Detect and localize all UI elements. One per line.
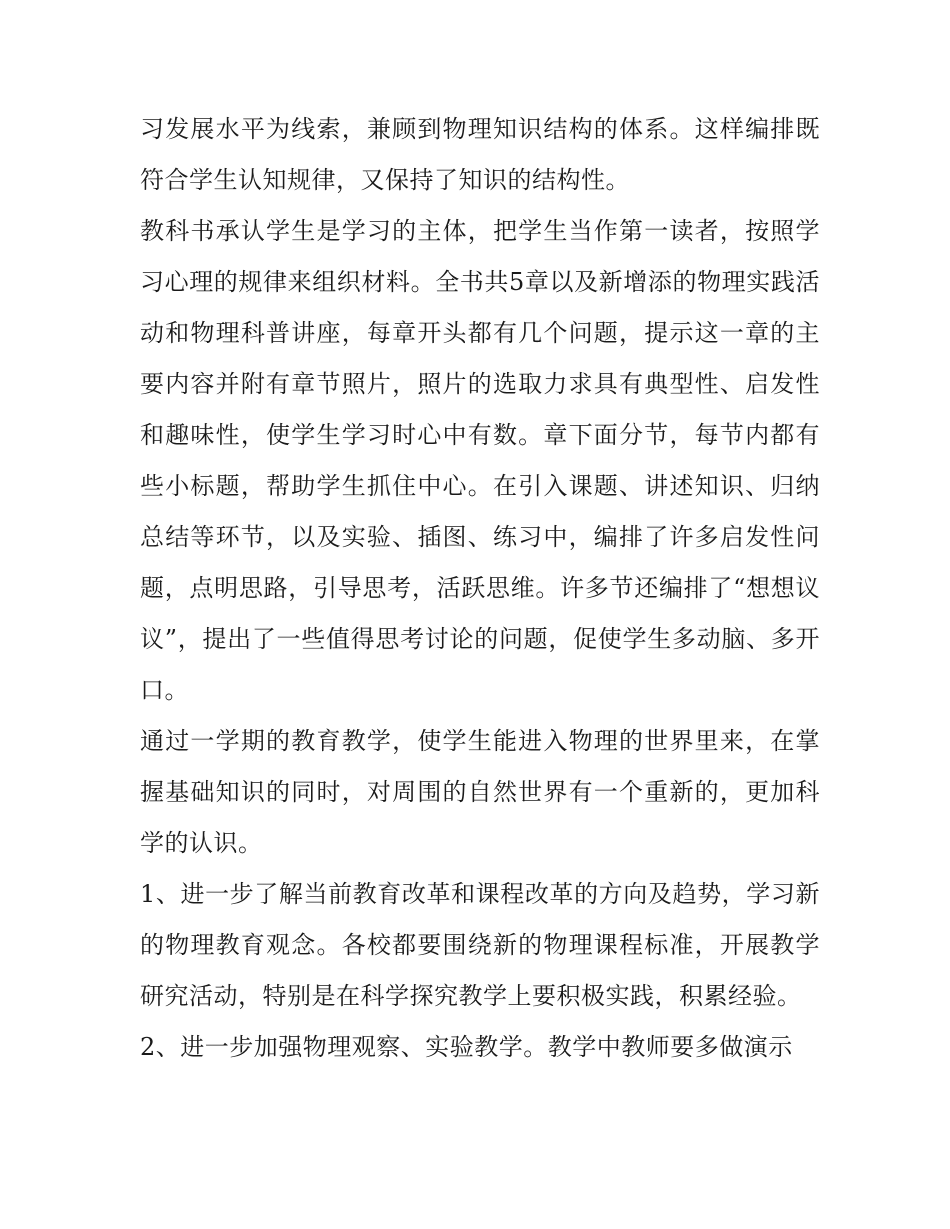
list-item-2: 2、进一步加强物理观察、实验教学。教学中教师要多做演示 <box>140 1033 793 1061</box>
paragraph-semester-goal: 通过一学期的教育教学，使学生能进入物理的世界里来，在掌握基础知识的同时，对周围的自然世界有一个重新的，更加科学的认识。 <box>140 727 820 857</box>
document-body <box>140 104 820 1073</box>
paragraph-continuation: 习发展水平为线索，兼顾到物理知识结构的体系。这样编排既符合学生认知规律，又保持了知识的结构性。 <box>140 115 820 194</box>
list-item-1: 1、进一步了解当前教育改革和课程改革的方向及趋势，学习新的物理教育观念。各校都要围绕新的物理课程标准，开展教学研究活动，特别是在科学探究教学上要积极实践，积累经验。 <box>140 880 820 1010</box>
paragraph-textbook-design: 教科书承认学生是学习的主体，把学生当作第一读者，按照学习心理的规律来组织材料。全书共5章以及新增添的物理实践活动和物理科普讲座，每章开头都有几个问题，提示这一章的主要内容并附有章节照片，照片的选取力求具有典型性、启发性和趣味性，使学生学习时心中有数。章下面分节，每节内都有些小标题，帮助学生抓住中心。在引入课题、讲述知识、归纳总结等环节，以及实验、插图、练习中，编排了许多启发性问题，点明思路，引导思考，活跃思维。许多节还编排了“想想议议”，提出了一些值得思考讨论的问题，促使学生多动脑、多开口。 <box>140 217 820 704</box>
